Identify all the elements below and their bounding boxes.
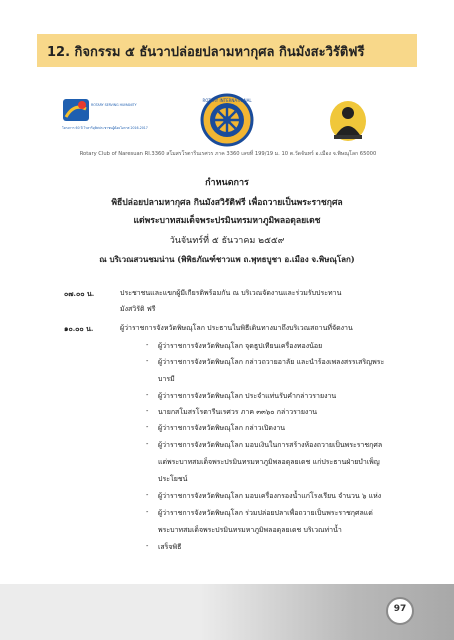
agenda-time: ๑๐.๐๐ น. [64,324,94,333]
doc-date: วันจันทร์ที่ ๕ ธันวาคม ๒๕๕๙ [169,236,285,246]
bullet-dash: - [146,357,149,365]
agenda-line: ผู้ว่าราชการจังหวัดพิษณุโลก ประธานในพิธีเดินทางมาถึงบริเวณสถานที่จัดงาน [120,324,353,332]
bullet-dash: - [146,341,149,349]
footer-line1: พิธีสถาปนาคณะกรรมการบริหาร [257,7,363,16]
bullet-line: ผู้ว่าราชการจังหวัดพิษณุโลก ร่วมปล่อยปลาเพื่อถวายเป็นพระราชกุศลแด่ [158,509,373,517]
royal-emblem-icon [326,97,370,143]
page-number-badge [386,597,414,625]
left-logo-caption: โครงการ 60 ปี โรตารีอุทิศประชาชนผู้ด้อยโอกาส 2016-2017 [62,126,148,130]
bullet-dash: - [146,440,149,448]
bullet-line: ประโยชน์ [158,475,188,483]
rotary-60-year-logo [60,95,148,143]
agenda-line: ประชาชนและแขกผู้มีเกียรติพร้อมกัน ณ บริเวณจัดงานและร่วมรับประทาน [120,289,342,297]
agenda-time: ๐๗.๐๐ น. [64,289,95,298]
bullet-line: พระบาทสมเด็จพระปรมินทรมหาภูมิพลอดุลยเดช บริเวณท่าน้ำ [158,526,342,534]
section-title-band [37,34,417,67]
bullet-line: นายกสโมสรโรตารีนเรศวร ภาค ๓๓๖๐ กล่าวรายงาน [158,408,318,416]
bullet-line: แด่พระบาทสมเด็จพระปรมินทรมหาภูมิพลอดุลยเดช แก่ประธานฝ่ายบำเพ็ญ [158,458,380,466]
middle-logo-label: ROTARY INTERNATIONAL [202,98,252,103]
doc-title-line2: แด่พระบาทสมเด็จพระปรมินทรมหาภูมิพลอดุลยเดช [133,216,321,226]
bullet-dash: - [146,542,149,550]
logo-bar [50,89,404,149]
bullet-line: ผู้ว่าราชการจังหวัดพิษณุโลก ประจำแท่นรับคำกล่าวรายงาน [158,392,337,400]
bullet-dash: - [146,391,149,399]
doc-title-line1: พิธีปล่อยปลามหากุศล กินมังสวิรัติฟรี เพื่อถวายเป็นพระราชกุศล [111,198,343,208]
left-logo-label: ROTARY SERVING HUMANITY [91,103,137,107]
agenda-line: มังสวิรัติ ฟรี [120,305,156,313]
bullet-line: ผู้ว่าราชการจังหวัดพิษณุโลก กล่าวถวายอาลัย และนำร้องเพลงสรรเสริญพระ [158,358,385,366]
page-number: 97 [393,604,407,614]
footer-line2: สโมสรโรตารี [319,17,363,26]
bullet-line: บารมี [158,375,175,383]
bullet-dash: - [146,491,149,499]
footer-gradient [200,584,454,640]
bullet-line: ผู้ว่าราชการจังหวัดพิษณุโลก มอบเงินในการสร้างห้องถวายเป็นพระราชกุศล [158,441,383,449]
bullet-dash: - [146,423,149,431]
section-title: 12. กิจกรรม ๕ ธันวาปล่อยปลามหากุศล กินมังสะวิรัติฟรี [47,45,365,60]
bullet-line: เสร็จพิธี [158,543,182,551]
bullet-dash: - [146,508,149,516]
doc-venue: ณ บริเวณสวนชมน่าน (พิพิธภัณฑ์ชาวแพ ถ.พุทธบูชา อ.เมือง จ.พิษณุโลก) [99,254,355,264]
bullet-line: ผู้ว่าราชการจังหวัดพิษณุโลก กล่าวเปิดงาน [158,424,286,432]
rotary-wheel-logo [200,93,254,147]
document-page [50,89,404,571]
bullet-dash: - [146,407,149,415]
bullet-line: ผู้ว่าราชการจังหวัดพิษณุโลก จุดธูปเทียนเครื่องทองน้อย [158,342,323,350]
doc-heading: กำหนดการ [205,178,249,188]
club-address: Rotary Club of Naresuan RI.3360 สโมสรโรตารีนเรศวร ภาค 3360 เลขที่ 199/19 ม. 10 ต.วัดจันทร์ อ.เมือง จ.พิษณุโลก 65000 [79,151,377,157]
bullet-line: ผู้ว่าราชการจังหวัดพิษณุโลก มอบเครื่องกรองน้ำแก่โรงเรียน จำนวน ๖ แห่ง [158,492,382,500]
